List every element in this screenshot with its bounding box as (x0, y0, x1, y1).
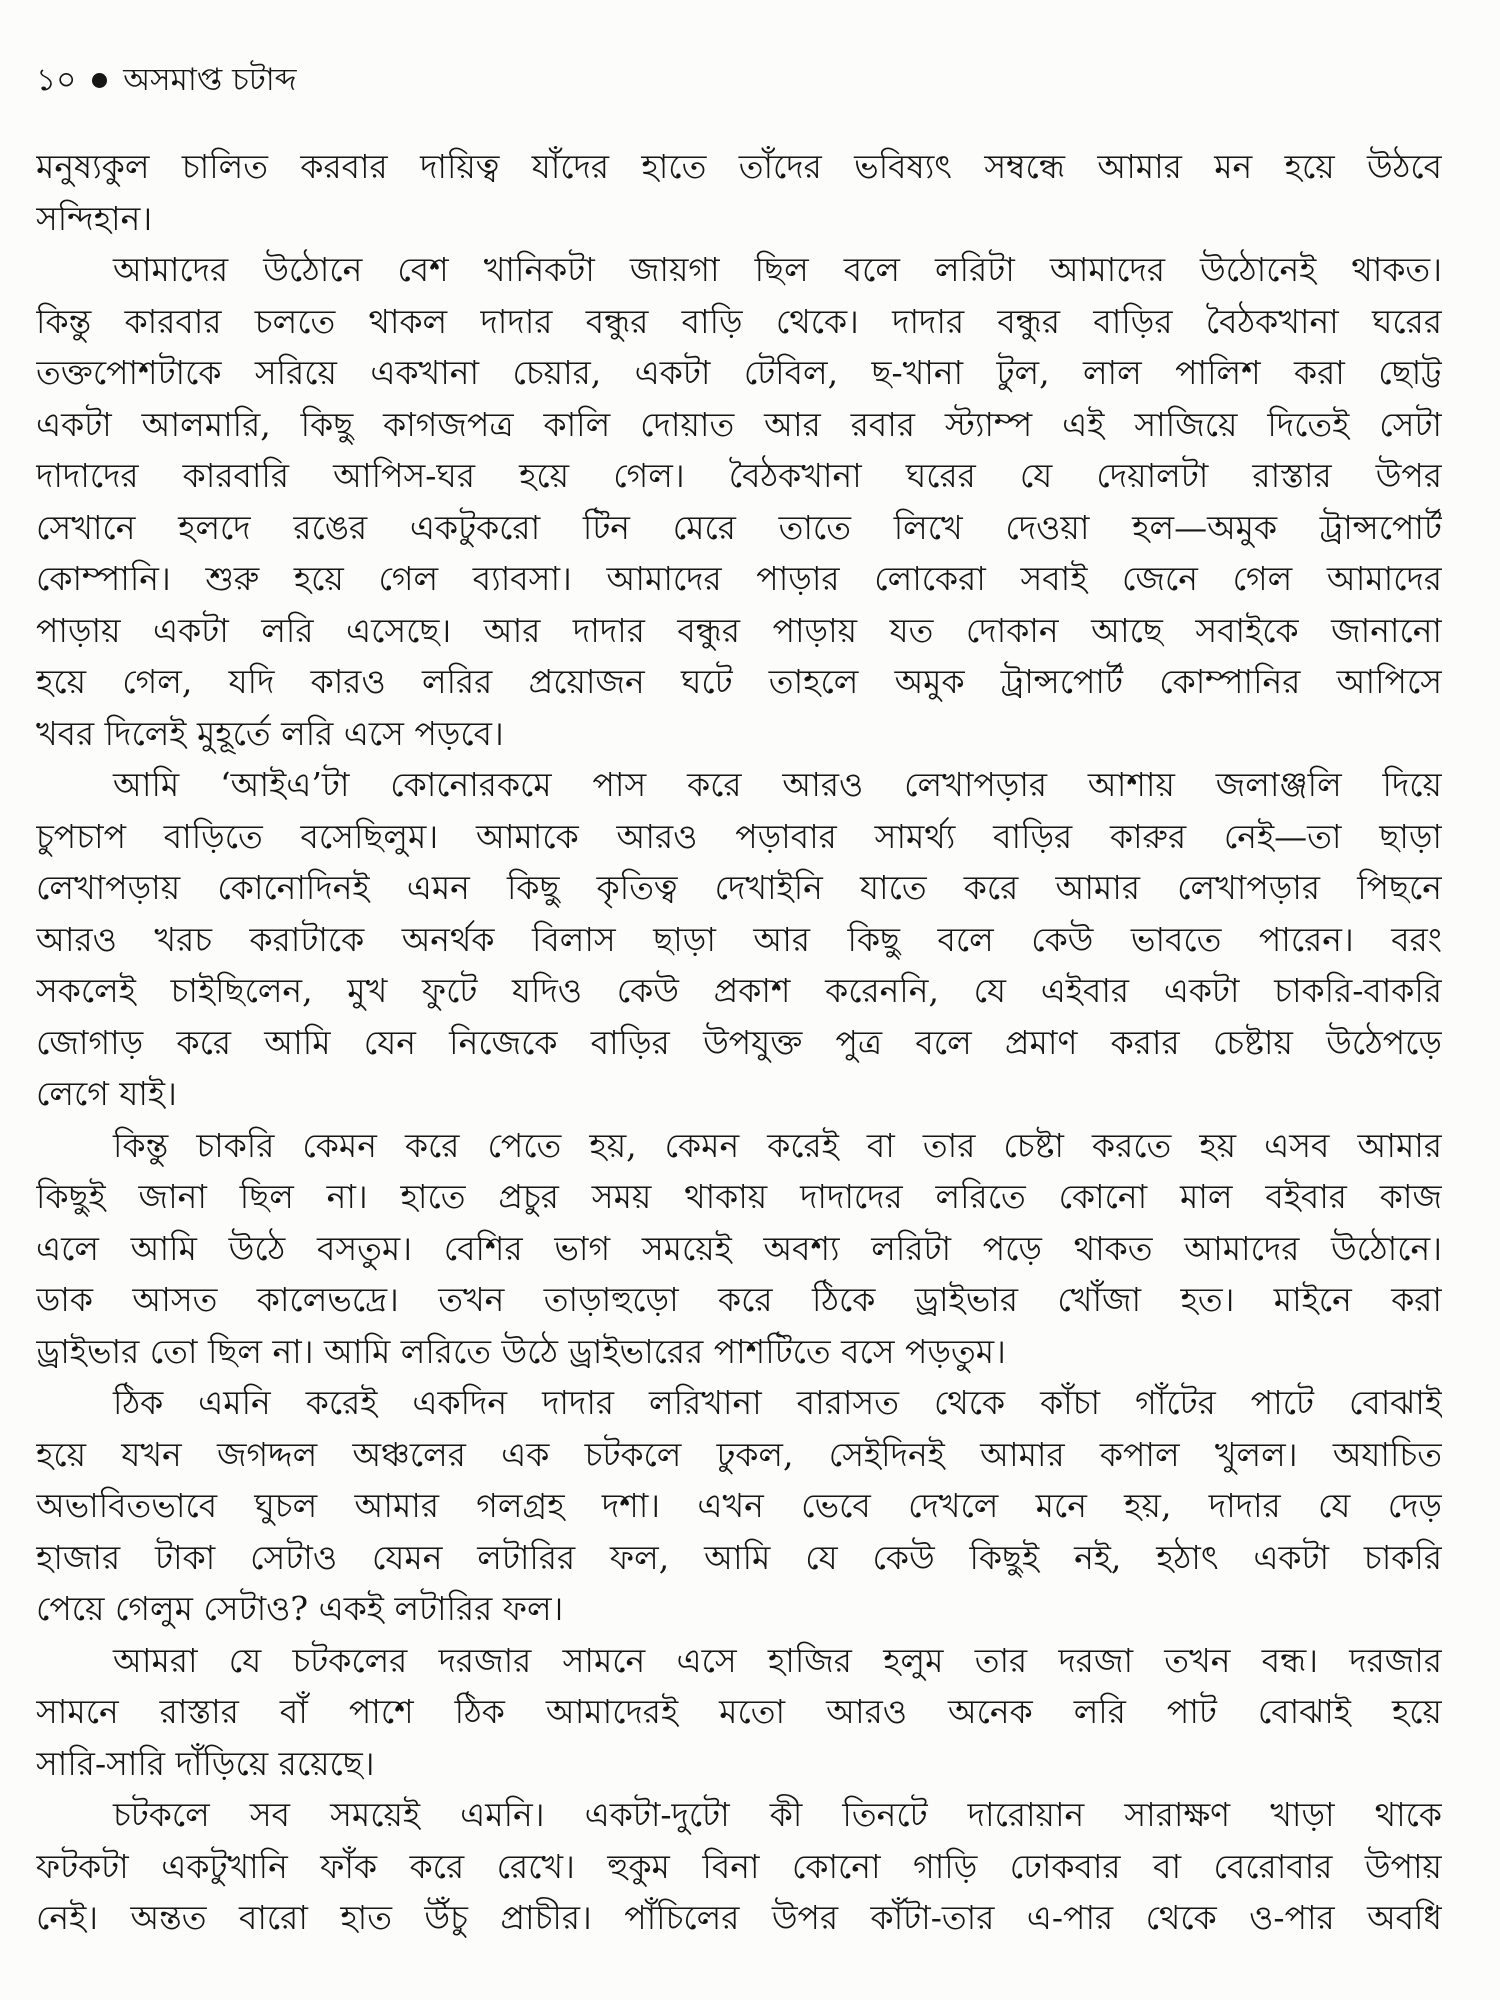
text-line: তক্তপোশটাকে সরিয়ে একখানা চেয়ার, একটা টেবিল, ছ-খানা টুল, লাল পালিশ করা ছোট্ট (36, 353, 1442, 392)
text-line: সারি-সারি দাঁড়িয়ে রয়েছে। (36, 1743, 375, 1783)
text-line: কোম্পানি। শুরু হয়ে গেল ব্যাবসা। আমাদের পাড়ার লোকেরা সবাই জেনে গেল আমাদের (36, 559, 1442, 598)
text-line: লেখাপড়ায় কোনোদিনই এমন কিছু কৃতিত্ব দেখাইনি যাতে করে আমার লেখাপড়ার পিছনে (36, 868, 1442, 907)
text-line: কিন্তু কারবার চলতে থাকল দাদার বন্ধুর বাড়ি থেকে। দাদার বন্ধুর বাড়ির বৈঠকখানা ঘরের (36, 301, 1442, 341)
running-head (36, 56, 297, 104)
text-line: দাদাদের কারবারি আপিস-ঘর হয়ে গেল। বৈঠকখানা ঘরের যে দেয়ালটা রাস্তার উপর (36, 456, 1442, 495)
text-line: হয়ে যখন জগদ্দল অঞ্চলের এক চটকলে ঢুকল, সেইদিনই আমার কপাল খুলল। অযাচিত (36, 1434, 1442, 1474)
text-line: ফটকটা একটুখানি ফাঁক করে রেখে। হুকুম বিনা কোনো গাড়ি ঢোকবার বা বেরোবার উপায় (36, 1846, 1442, 1886)
bullet-icon (92, 73, 107, 88)
text-line: কিছুই জানা ছিল না। হাতে প্রচুর সময় থাকায় দাদাদের লরিতে কোনো মাল বইবার কাজ (36, 1177, 1442, 1216)
paragraph (36, 759, 1442, 1120)
paragraph (36, 1635, 1442, 1790)
text-line: নেই। অন্তত বারো হাত উঁচু প্রাচীর। পাঁচিলের উপর কাঁটা-তার এ-পার থেকে ও-পার অবধি (36, 1898, 1442, 1937)
text-line: মনুষ্যকুল চালিত করবার দায়িত্ব যাঁদের হাতে তাঁদের ভবিষ্যৎ সম্বন্ধে আমার মন হয়ে উঠবে (36, 147, 1442, 186)
paragraph (36, 1789, 1442, 1944)
text-line: আমাদের উঠোনে বেশ খানিকটা জায়গা ছিল বলে লরিটা আমাদের উঠোনেই থাকত। (113, 250, 1442, 289)
text-line: হয়ে গেল, যদি কারও লরির প্রয়োজন ঘটে তাহলে অমুক ট্রান্সপোর্ট কোম্পানির আপিসে (36, 662, 1442, 701)
paragraph (36, 1120, 1442, 1378)
text-line: সন্দিহান। (36, 198, 153, 238)
paragraph (36, 244, 1442, 759)
text-line: পাড়ায় একটা লরি এসেছে। আর দাদার বন্ধুর পাড়ায় যত দোকান আছে সবাইকে জানানো (36, 610, 1442, 650)
text-line: পেয়ে গেলুম সেটাও? একই লটারির ফল। (36, 1589, 564, 1628)
paragraph (36, 1377, 1442, 1635)
text-line: খবর দিলেই মুহূর্তে লরি এসে পড়বে। (36, 713, 504, 753)
text-line: আমি ‘আইএ’টা কোনোরকমে পাস করে আরও লেখাপড়ার আশায় জলাঞ্জলি দিয়ে (113, 765, 1442, 804)
text-line: আমরা যে চটকলের দরজার সামনে এসে হাজির হলুম তার দরজা তখন বন্ধ। দরজার (113, 1640, 1442, 1680)
text-line: ঠিক এমনি করেই একদিন দাদার লরিখানা বারাসত থেকে কাঁচা গাঁটের পাটে বোঝাই (113, 1383, 1442, 1422)
text-line: চুপচাপ বাড়িতে বসেছিলুম। আমাকে আরও পড়াবার সামর্থ্য বাড়ির কারুর নেই—তা ছাড়া (36, 816, 1442, 856)
text-line: সামনে রাস্তার বাঁ পাশে ঠিক আমাদেরই মতো আরও অনেক লরি পাট বোঝাই হয়ে (36, 1692, 1442, 1731)
book-title: অসমাপ্ত চটাব্দ (123, 62, 297, 98)
text-line: সেখানে হলদে রঙের একটুকরো টিন মেরে তাতে লিখে দেওয়া হল—অমুক ট্রান্সপোর্ট (36, 507, 1442, 547)
text-line: সকলেই চাইছিলেন, মুখ ফুটে যদিও কেউ প্রকাশ করেননি, যে এইবার একটা চাকরি-বাকরি (36, 971, 1442, 1010)
text-line: ড্রাইভার তো ছিল না। আমি লরিতে উঠে ড্রাইভারের পাশটিতে বসে পড়তুম। (36, 1331, 1006, 1371)
text-line: একটা আলমারি, কিছু কাগজপত্র কালি দোয়াত আর রবার স্ট্যাম্প এই সাজিয়ে দিতেই সেটা (36, 404, 1442, 444)
page-number: ১০ (36, 62, 77, 98)
body-text (36, 141, 1442, 1944)
text-line: আরও খরচ করাটাকে অনর্থক বিলাস ছাড়া আর কিছু বলে কেউ ভাবতে পারেন। বরং (36, 919, 1442, 959)
text-line: লেগে যাই। (36, 1074, 177, 1113)
paragraph (36, 141, 1442, 244)
text-line: জোগাড় করে আমি যেন নিজেকে বাড়ির উপযুক্ত পুত্র বলে প্রমাণ করার চেষ্টায় উঠেপড়ে (36, 1022, 1442, 1062)
text-line: চটকলে সব সময়েই এমনি। একটা-দুটো কী তিনটে দারোয়ান সারাক্ষণ খাড়া থাকে (113, 1795, 1442, 1834)
text-line: কিন্তু চাকরি কেমন করে পেতে হয়, কেমন করেই বা তার চেষ্টা করতে হয় এসব আমার (113, 1125, 1442, 1165)
text-line: ডাক আসত কালেভদ্রে। তখন তাড়াহুড়ো করে ঠিকে ড্রাইভার খোঁজা হত। মাইনে করা (36, 1280, 1442, 1319)
text-line: হাজার টাকা সেটাও যেমন লটারির ফল, আমি যে কেউ কিছুই নই, হঠাৎ একটা চাকরি (36, 1537, 1442, 1577)
text-line: এলে আমি উঠে বসতুম। বেশির ভাগ সময়েই অবশ্য লরিটা পড়ে থাকত আমাদের উঠোনে। (36, 1228, 1442, 1268)
text-line: অভাবিতভাবে ঘুচল আমার গলগ্রহ দশা। এখন ভেবে দেখলে মনে হয়, দাদার যে দেড় (36, 1486, 1442, 1525)
